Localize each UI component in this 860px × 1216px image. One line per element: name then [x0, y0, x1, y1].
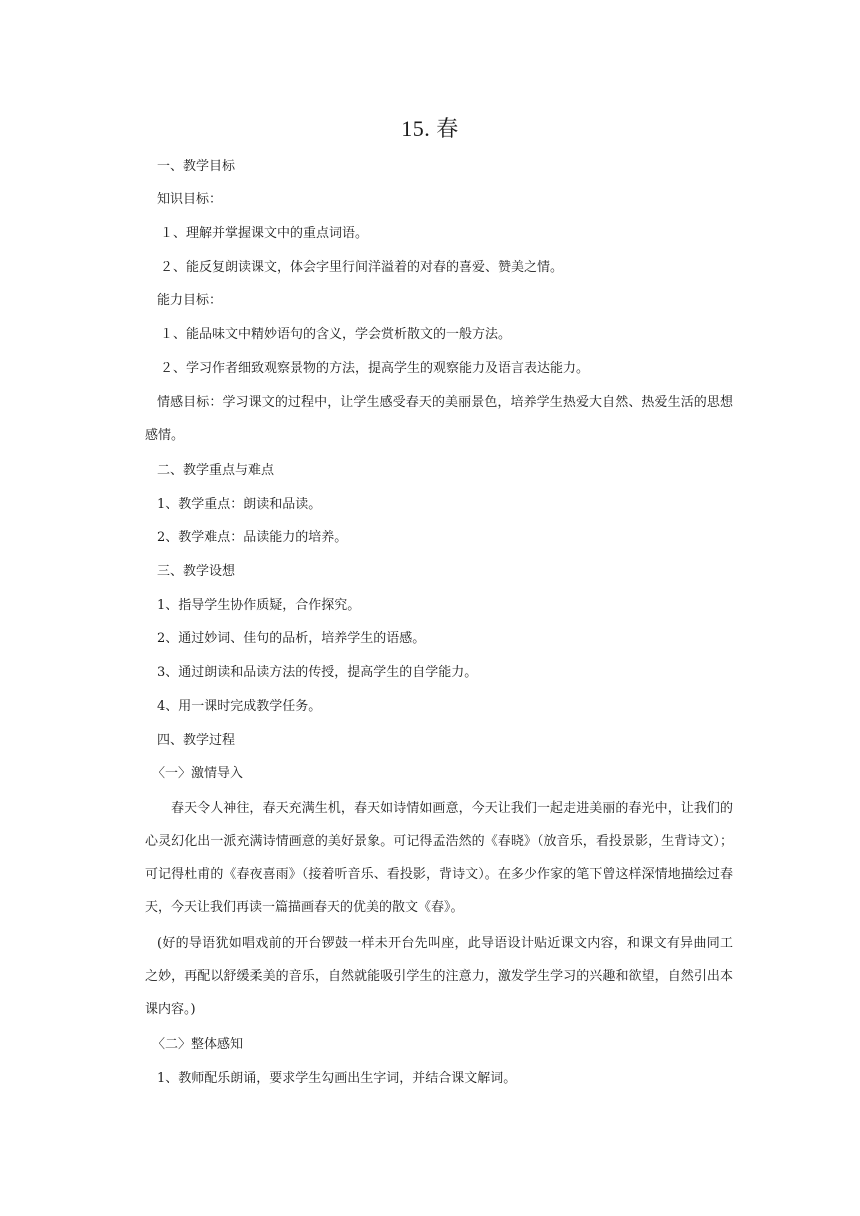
subsection-heading: 〈一〉激情导入 [152, 766, 244, 781]
document-title: 15. 春 [401, 116, 459, 141]
list-item: 1、教师配乐朗诵，要求学生勾画出生字词，并结合课文解词。 [157, 1071, 517, 1086]
list-item: ２、能反复朗读课文，体会字里行间洋溢着的对春的喜爱、赞美之情。 [160, 260, 564, 275]
list-item: 4、用一课时完成教学任务。 [157, 699, 322, 714]
list-item: ２、学习作者细致观察景物的方法，提高学生的观察能力及语言表达能力。 [160, 361, 590, 376]
paragraph: (好的导语犹如唱戏前的开台锣鼓一样未开台先叫座，此导语设计贴近课文内容，和课文有异曲同工之妙，再配以舒缓柔美的音乐，自然就能吸引学生的注意力，激发学生学习的兴趣和欲望，自然引出本课内容。) [145, 936, 733, 1017]
subsection-heading: 〈二〉整体感知 [152, 1037, 244, 1052]
list-item: 2、教学难点：品读能力的培养。 [157, 530, 348, 545]
paragraph: 春天令人神往，春天充满生机，春天如诗情如画意，今天让我们一起走进美丽的春光中，让我们的心灵幻化出一派充满诗情画意的美好景象。可记得孟浩然的《春晓》（放音乐，看投景影，生背诗文）；可记得杜甫的《春夜喜雨》（接着听音乐、看投影，背诗文）。在多少作家的笔下曾这样深情地描绘过春天，今天让我们再读一篇描画春天的优美的散文《春》。 [145, 801, 733, 915]
section-heading: 二、教学重点与难点 [157, 463, 275, 478]
list-item: １、理解并掌握课文中的重点词语。 [160, 226, 369, 241]
section-heading: 三、教学设想 [157, 564, 236, 579]
section-heading: 一、教学目标 [157, 159, 236, 174]
list-item: 1、指导学生协作质疑，合作探究。 [157, 598, 361, 613]
list-item: 3、通过朗读和品读方法的传授，提高学生的自学能力。 [157, 665, 478, 680]
paragraph: 情感目标：学习课文的过程中，让学生感受春天的美丽景色，培养学生热爱大自然、热爱生活的思想感情。 [145, 395, 733, 443]
list-item: １、能品味文中精妙语句的含义，学会赏析散文的一般方法。 [160, 327, 512, 342]
subheading: 知识目标： [157, 192, 223, 207]
section-heading: 四、教学过程 [157, 733, 236, 748]
list-item: 2、通过妙词、佳句的品析，培养学生的语感。 [157, 631, 426, 646]
list-item: 1、教学重点：朗读和品读。 [157, 497, 322, 512]
subheading: 能力目标： [157, 293, 223, 308]
